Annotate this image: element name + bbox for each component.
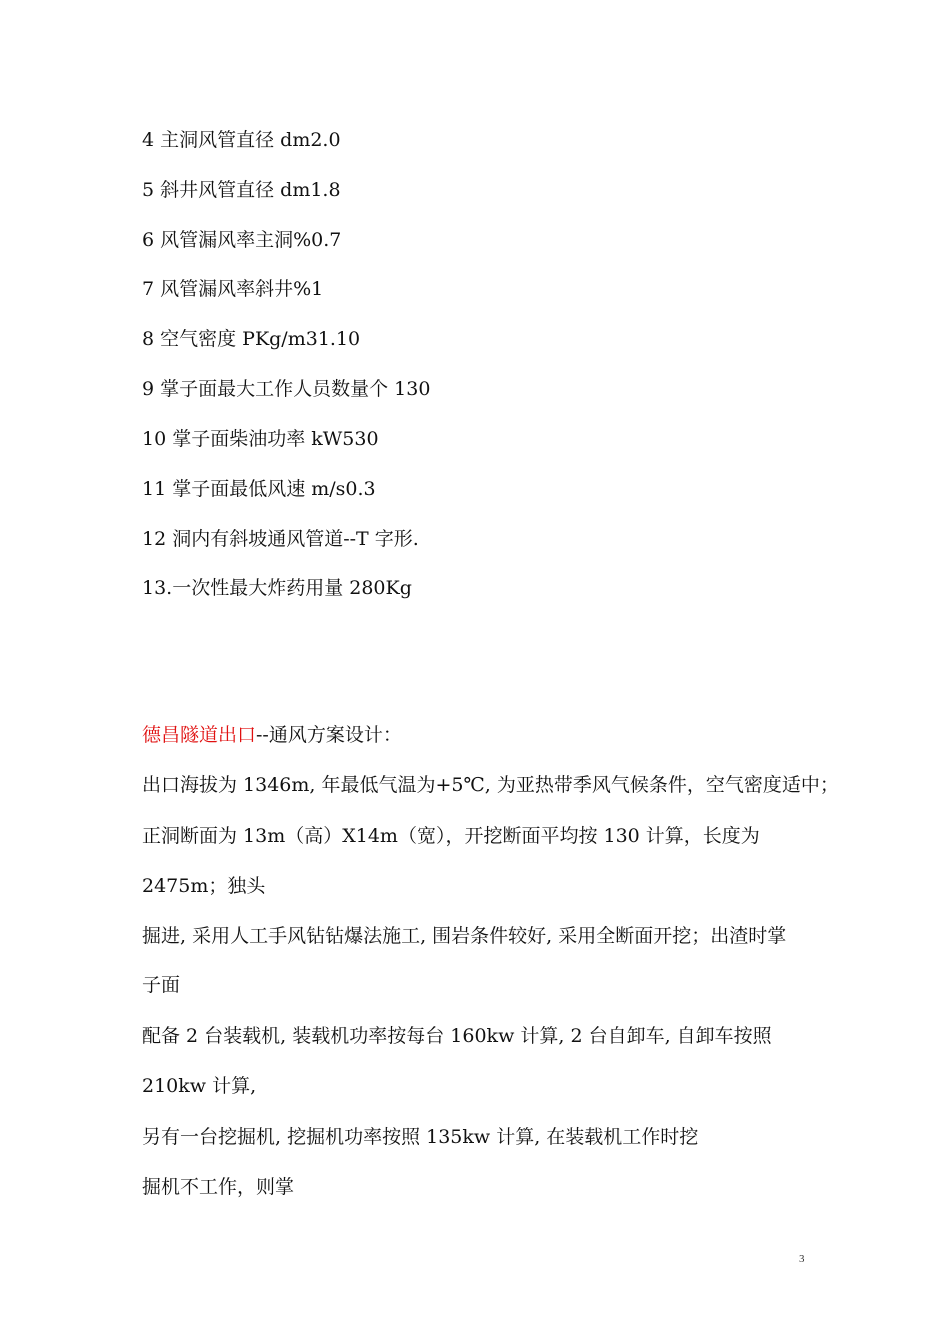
param-line-8: 8 空气密度 PKg/m31.10 bbox=[142, 328, 361, 350]
param-line-4: 4 主洞风管直径 dm2.0 bbox=[142, 129, 341, 151]
section-heading bbox=[142, 722, 402, 748]
section-heading-highlight: 德昌隧道出口 bbox=[142, 724, 257, 746]
param-line-6: 6 风管漏风率主洞%0.7 bbox=[142, 229, 342, 251]
param-line-11: 11 掌子面最低风速 m/s0.3 bbox=[142, 478, 376, 500]
body-line-9: 掘机不工作，则掌 bbox=[142, 1176, 295, 1198]
body-line-1: 出口海拔为 1346m, 年最低气温为+5℃, 为亚热带季风气候条件，空气密度适中； bbox=[142, 774, 839, 796]
body-line-7: 210kw 计算, bbox=[142, 1075, 257, 1097]
body-line-3: 2475m；独头 bbox=[142, 875, 266, 897]
param-line-9: 9 掌子面最大工作人员数量个 130 bbox=[142, 378, 431, 400]
body-line-2: 正洞断面为 13m（高）X14m（宽），开挖断面平均按 130 计算，长度为 bbox=[142, 825, 760, 847]
section-heading-rest: --通风方案设计： bbox=[256, 724, 402, 746]
param-line-7: 7 风管漏风率斜井%1 bbox=[142, 278, 324, 300]
param-line-10: 10 掌子面柴油功率 kW530 bbox=[142, 428, 379, 450]
body-line-4: 掘进, 采用人工手风钻钻爆法施工, 围岩条件较好, 采用全断面开挖；出渣时掌 bbox=[142, 925, 787, 947]
body-line-8: 另有一台挖掘机, 挖掘机功率按照 135kw 计算, 在装载机工作时挖 bbox=[142, 1126, 699, 1148]
page-number: 3 bbox=[799, 1253, 805, 1265]
body-line-5: 子面 bbox=[142, 974, 181, 996]
param-line-12: 12 洞内有斜坡通风管道--T 字形. bbox=[142, 528, 419, 550]
param-line-5: 5 斜井风管直径 dm1.8 bbox=[142, 179, 341, 201]
body-line-6: 配备 2 台装载机, 装载机功率按每台 160kw 计算, 2 台自卸车, 自卸车按照 bbox=[142, 1025, 772, 1047]
param-line-13: 13.一次性最大炸药用量 280Kg bbox=[142, 577, 412, 599]
